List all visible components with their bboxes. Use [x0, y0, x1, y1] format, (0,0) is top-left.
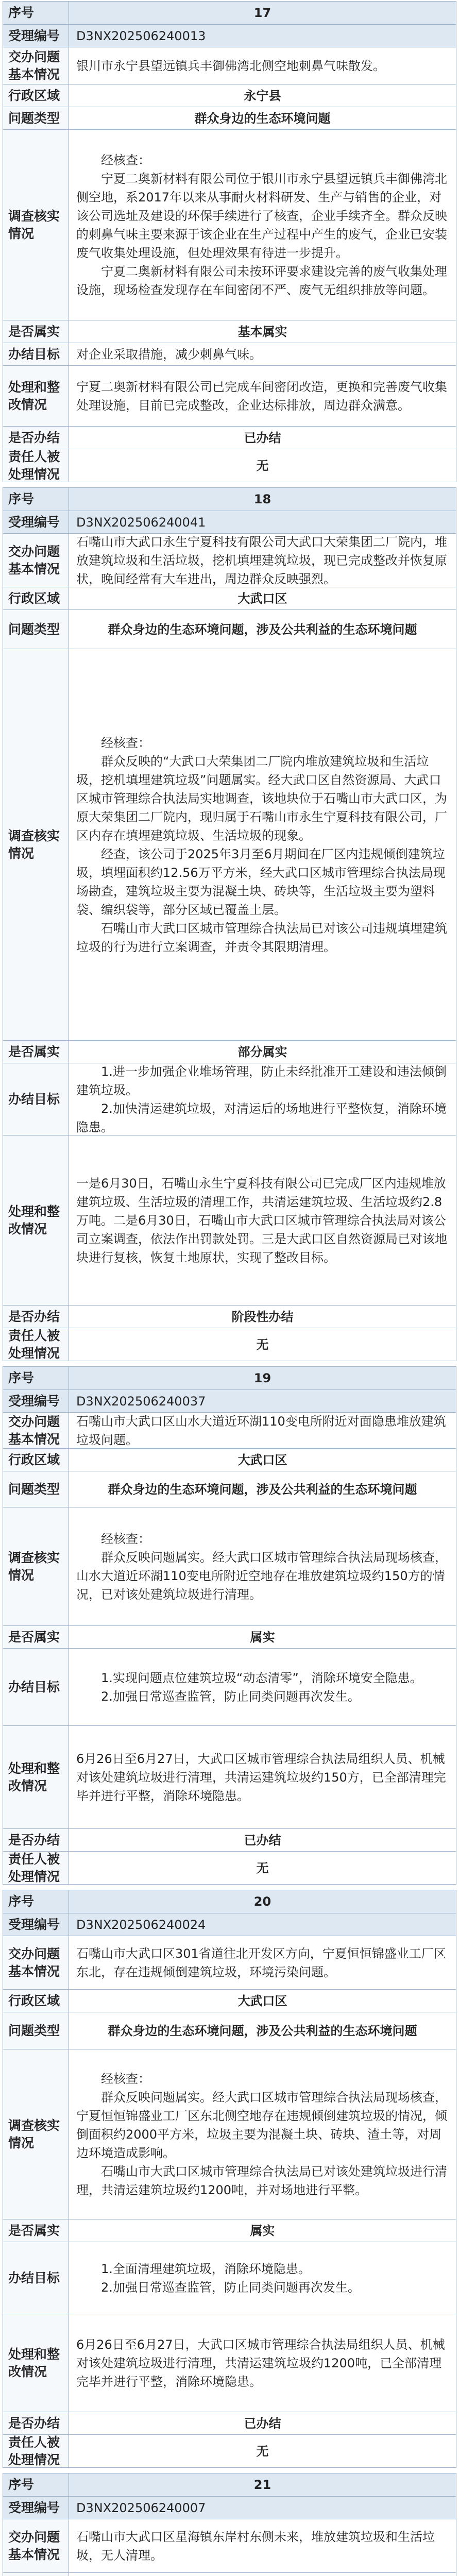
record-table [3, 1, 456, 482]
field-label: 调查核实情况 [3, 2049, 69, 2219]
field-value [69, 2573, 456, 2576]
field-value: 属实 [250, 1630, 275, 1645]
row-type [3, 2012, 456, 2049]
row-region [3, 587, 456, 609]
field-label: 是否属实 [3, 2219, 69, 2242]
row-is-true [3, 2219, 456, 2242]
row-accountability [3, 1328, 456, 1361]
paragraph: 群众反映问题属实。经大武口区城市管理综合执法局现场核查，山水大道近环湖110变电所附近空地存在堆放建筑垃圾约150方的情况，已对该处建筑垃圾进行清理。 [76, 1550, 447, 1602]
field-label: 序号 [3, 1367, 69, 1389]
field-label: 交办问题基本情况 [3, 47, 69, 84]
paragraph: 经查，该公司于2025年3月至6月期间在厂区内违规倾倒建筑垃圾，填埋面积约12.56万平方米，经大武口区城市管理综合执法局现场勘查，建筑垃圾主要为混凝土块、砖块等，生活垃圾主要为塑料袋、编织袋等，部分区域已覆盖土层。 [76, 846, 446, 917]
field-label: 受理编号 [3, 25, 69, 47]
field-label: 序号 [3, 2, 69, 24]
field-value: 阶段性办结 [231, 1309, 294, 1324]
paragraph: 1.实现问题点位建筑垃圾“动态清零”，消除环境安全隐患。 [101, 1670, 422, 1685]
field-value: 18 [253, 492, 271, 506]
field-value: 已办结 [244, 430, 281, 445]
field-value [69, 649, 456, 1040]
row-is-true [3, 1040, 456, 1063]
record-table [3, 487, 456, 1361]
row-goal [3, 1648, 456, 1725]
row-type [3, 107, 456, 129]
paragraph: 群众反映问题属实。经大武口区城市管理综合执法局现场核查，宁夏恒恒锦盛业工厂区东北侧空地存在违规倾倒建筑垃圾的情况，倾倒面积约2000平方米，垃圾主要为混凝土块、砖块、渣土等，对周边环境造成影响。 [76, 2090, 447, 2160]
row-case-no [3, 24, 456, 47]
paragraph: 2.加强日常巡查监管，防止同类问题再次发生。 [101, 1689, 360, 1704]
field-label: 调查核实情况 [3, 1507, 69, 1625]
paragraph: 群众反映的“大武口大荣集团二厂院内堆放建筑垃圾和生活垃圾，挖机填埋建筑垃圾”问题属实。经大武口区自然资源局、大武口区城市管理综合执法局实地调查，该地块位于石嘴山市大武口区，为原大荣集团二厂院内，现归属于石嘴山市永生宁夏科技有限公司，厂区内存在填埋建筑垃圾、生活垃圾的现象。 [76, 754, 447, 843]
row-investigation [3, 129, 456, 320]
field-label: 受理编号 [3, 511, 69, 533]
field-label: 交办问题基本情况 [3, 534, 69, 587]
field-label: 是否办结 [3, 1829, 69, 1851]
field-label: 行政区域 [3, 587, 69, 609]
field-label: 是否办结 [3, 1306, 69, 1328]
field-value: 无 [256, 1337, 269, 1352]
field-label: 调查核实情况 [3, 130, 69, 320]
field-label: 受理编号 [3, 1913, 69, 1936]
field-label: 调查核实情况 [3, 649, 69, 1040]
field-value: 大武口区 [237, 1452, 287, 1467]
field-label: 责任人被处理情况 [3, 449, 69, 482]
paragraph: 石嘴山市大武口区城市管理综合执法局已对该处建筑垃圾进行清理，共清运建筑垃圾约1200吨，并对场地进行平整。 [76, 2164, 447, 2197]
field-value: 21 [253, 2478, 271, 2492]
row-type [3, 609, 456, 649]
field-value: 群众身边的生态环境问题，涉及公共利益的生态环境问题 [108, 2023, 417, 2038]
row-case-no [3, 1913, 456, 1936]
field-value: 6月26日至6月27日，大武口区城市管理综合执法局组织人员、机械对该处建筑垃圾进行清理，共清运建筑垃圾约150方，已全部清理完毕并进行平整，消除环境隐患。 [76, 1751, 446, 1803]
row-case-no [3, 511, 456, 533]
row-is-done [3, 1828, 456, 1851]
row-seq [3, 1367, 456, 1389]
row-case-no [3, 2496, 456, 2519]
paragraph: 1.进一步加强企业堆场管理，防止未经批准开工建设和违法倾倒建筑垃圾。 [76, 1064, 447, 1097]
row-investigation [3, 1507, 456, 1625]
row-basic [3, 47, 456, 84]
field-value [69, 130, 456, 320]
field-value: D3NX202506240037 [76, 1394, 206, 1409]
field-value: 永宁县 [244, 88, 281, 103]
field-label: 问题类型 [3, 610, 69, 649]
field-value: D3NX202506240007 [76, 2500, 206, 2515]
row-goal [3, 343, 456, 365]
field-label [3, 2573, 69, 2576]
row-accountability [3, 1851, 456, 1884]
field-label: 序号 [3, 1890, 69, 1913]
field-value [69, 2242, 456, 2314]
row-region [3, 2572, 456, 2576]
field-value: 宁夏二奥新材料有限公司已完成车间密闭改造，更换和完善废气收集处理设施，目前已完成整改，企业达标排放，周边群众满意。 [76, 379, 447, 413]
field-label: 处理和整改情况 [3, 1726, 69, 1828]
row-seq [3, 2473, 456, 2496]
row-basic [3, 1936, 456, 1989]
field-value: 群众身边的生态环境问题，涉及公共利益的生态环境问题 [108, 1482, 417, 1497]
field-label: 办结目标 [3, 1063, 69, 1135]
field-value: 基本属实 [237, 324, 287, 339]
row-seq [3, 2, 456, 24]
field-label: 问题类型 [3, 1471, 69, 1507]
paragraph: 石嘴山市大武口区城市管理综合执法局已对该公司违规填埋建筑垃圾的行为进行立案调查，并责令其限期清理。 [76, 921, 447, 954]
field-value: 部分属实 [237, 1044, 287, 1059]
paragraph: 经核查： [101, 735, 150, 750]
field-value: 大武口区 [237, 591, 287, 606]
field-value: D3NX202506240024 [76, 1917, 206, 1932]
row-seq [3, 1890, 456, 1913]
field-label: 办结目标 [3, 2242, 69, 2314]
field-value: 石嘴山市大武口区山水大道近环湖110变电所附近对面隐患堆放建筑垃圾问题。 [76, 1414, 446, 1447]
row-seq [3, 488, 456, 511]
row-region [3, 84, 456, 107]
paragraph: 经核查： [101, 1531, 150, 1546]
field-value [69, 1507, 456, 1625]
field-label: 行政区域 [3, 84, 69, 107]
field-value: 已办结 [244, 2416, 281, 2431]
row-basic [3, 2519, 456, 2572]
field-value: 群众身边的生态环境问题 [194, 111, 331, 126]
field-label: 是否办结 [3, 2412, 69, 2434]
row-goal [3, 1063, 456, 1135]
field-value: 大武口区 [237, 1993, 287, 2008]
field-label: 序号 [3, 488, 69, 511]
field-value: 无 [256, 1860, 269, 1875]
field-value: 对企业采取措施，减少刺鼻气味。 [76, 347, 262, 362]
row-is-done [3, 426, 456, 449]
row-accountability [3, 2434, 456, 2467]
field-label: 责任人被处理情况 [3, 1328, 69, 1361]
field-label: 行政区域 [3, 1990, 69, 2012]
field-label: 交办问题基本情况 [3, 1413, 69, 1448]
field-value: 6月26日至6月27日，大武口区城市管理综合执法局组织人员、机械对该处建筑垃圾进行清理，共清运建筑垃圾约1200吨，已全部清理完毕并进行平整，消除环境隐患。 [76, 2337, 445, 2389]
record-table [3, 2473, 456, 2576]
field-value: 属实 [250, 2223, 275, 2238]
field-value: 17 [253, 6, 271, 20]
field-value [69, 2049, 456, 2219]
row-handling [3, 1135, 456, 1305]
paragraph: 1.全面清理建筑垃圾，消除环境隐患。 [101, 2261, 311, 2276]
row-handling [3, 2314, 456, 2412]
field-value: 石嘴山市大武口区星海镇东岸村东侧未来，堆放建筑垃圾和生活垃圾，无人清理。 [76, 2529, 435, 2563]
field-value: D3NX202506240041 [76, 515, 206, 530]
field-label: 受理编号 [3, 1390, 69, 1412]
paragraph: 宁夏二奥新材料有限公司位于银川市永宁县望远镇兵丰御佛湾北侧空地，系2017年以来从事耐火材料研发、生产与销售的企业，对该公司选址及建设的环保手续进行了核查，企业手续齐全。群众反映的刺鼻气味主要来源于该企业在生产过程中产生的废气，企业已安装废气收集处理设施，但处理效果有待进一步提升。 [76, 171, 447, 260]
field-value: 无 [256, 458, 269, 473]
field-label: 问题类型 [3, 2012, 69, 2049]
row-accountability [3, 449, 456, 482]
field-label: 责任人被处理情况 [3, 2435, 69, 2467]
field-label: 是否属实 [3, 320, 69, 343]
field-value: D3NX202506240013 [76, 28, 206, 43]
field-value: 石嘴山市大武口区301省道往北开发区方向，宁夏恒恒锦盛业工厂区东北，存在违规倾倒建筑垃圾，环境污染问题。 [76, 1946, 446, 1979]
record-table [3, 1890, 456, 2468]
row-goal [3, 2242, 456, 2314]
paragraph: 经核查： [101, 2071, 150, 2086]
field-label: 是否办结 [3, 427, 69, 449]
row-region [3, 1989, 456, 2012]
field-label: 办结目标 [3, 343, 69, 365]
field-value: 20 [253, 1894, 271, 1909]
field-value: 石嘴山市大武口永生宁夏科技有限公司大武口大荣集团二厂院内，堆放建筑垃圾和生活垃圾，挖机填埋建筑垃圾，现已完成整改并恢复原状，晚间经常有大车进出，周边群众反映强烈。 [76, 534, 447, 586]
field-value [69, 1063, 456, 1135]
paragraph: 经核查： [101, 152, 150, 167]
field-value: 一是6月30日，石嘴山永生宁夏科技有限公司已完成厂区内违规堆放建筑垃圾、生活垃圾的清理工作，共清运建筑垃圾、生活垃圾约2.8万吨。二是6月30日，石嘴山市大武口区城市管理综合执法局对该公司立案调查，依法作出罚款处罚。三是大武口区自然资源局已对该地块进行复核，恢复土地原状，实现了整改目标。 [76, 1176, 447, 1265]
row-basic [3, 533, 456, 587]
record-table [3, 1366, 456, 1885]
field-label: 序号 [3, 2473, 69, 2496]
field-label: 是否属实 [3, 1626, 69, 1648]
row-is-done [3, 1305, 456, 1328]
field-value [69, 1649, 456, 1725]
row-case-no [3, 1389, 456, 1412]
field-value: 19 [253, 1371, 271, 1385]
row-region [3, 1448, 456, 1471]
field-value: 无 [256, 2444, 269, 2459]
row-type [3, 1471, 456, 1507]
paragraph: 2.加快清运建筑垃圾，对清运后的场地进行平整恢复，消除环境隐患。 [76, 1101, 447, 1134]
row-is-done [3, 2412, 456, 2434]
field-label: 行政区域 [3, 1449, 69, 1471]
row-handling [3, 365, 456, 426]
field-label: 责任人被处理情况 [3, 1852, 69, 1884]
field-value: 银川市永宁县望远镇兵丰御佛湾北侧空地刺鼻气味散发。 [76, 58, 385, 73]
field-label: 处理和整改情况 [3, 1136, 69, 1305]
row-basic [3, 1412, 456, 1448]
field-label: 交办问题基本情况 [3, 2519, 69, 2572]
field-value: 已办结 [244, 1833, 281, 1848]
field-label: 受理编号 [3, 2497, 69, 2519]
field-label: 是否属实 [3, 1041, 69, 1063]
field-value: 群众身边的生态环境问题，涉及公共利益的生态环境问题 [108, 622, 417, 637]
row-investigation [3, 2049, 456, 2219]
row-is-true [3, 320, 456, 343]
field-label: 处理和整改情况 [3, 2314, 69, 2412]
field-label: 问题类型 [3, 107, 69, 129]
row-handling [3, 1725, 456, 1828]
field-label: 办结目标 [3, 1649, 69, 1725]
row-investigation [3, 649, 456, 1040]
paragraph: 2.加强日常巡查监管，防止同类问题再次发生。 [101, 2280, 360, 2295]
paragraph: 宁夏二奥新材料有限公司未按环评要求建设完善的废气收集处理设施，现场检查发现存在车间密闭不严、废气无组织排放等问题。 [76, 264, 447, 297]
field-label: 处理和整改情况 [3, 366, 69, 426]
row-is-true [3, 1625, 456, 1648]
field-label: 交办问题基本情况 [3, 1936, 69, 1989]
